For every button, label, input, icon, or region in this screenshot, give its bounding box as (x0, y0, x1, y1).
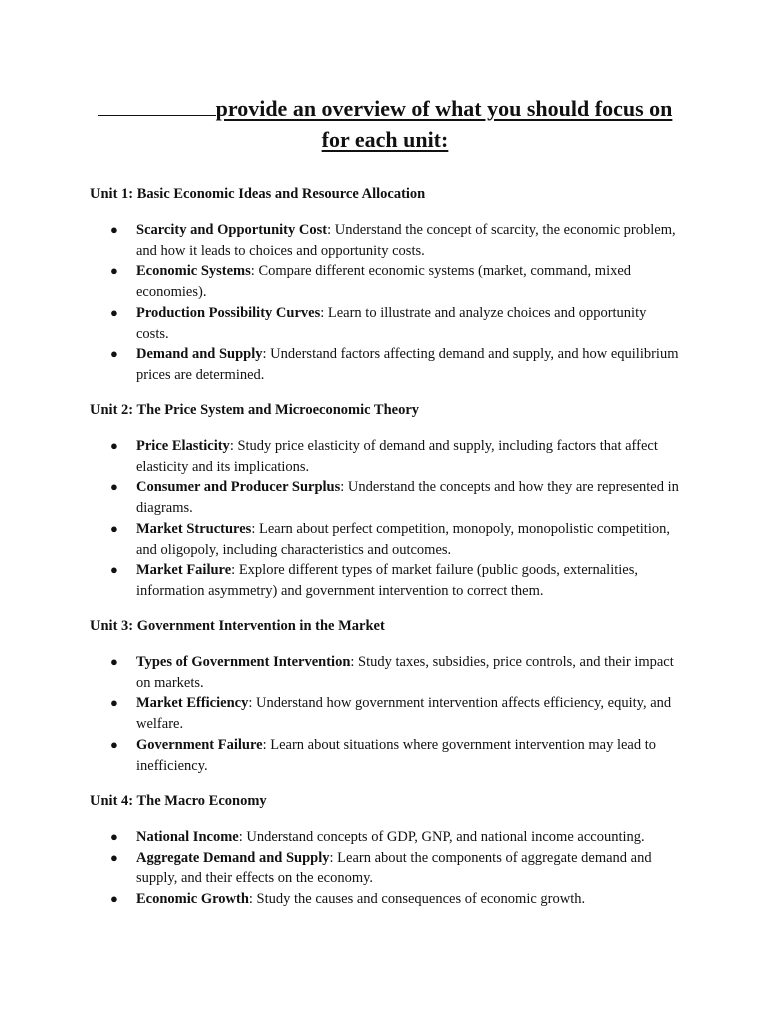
list-item (110, 889, 680, 910)
bullet-icon: ● (110, 891, 118, 907)
bullet-icon: ● (110, 346, 118, 362)
bullet-icon: ● (110, 695, 118, 711)
bullet-icon: ● (110, 263, 118, 279)
title-text: provide an overview of what you should focus on for each unit: (215, 96, 673, 152)
list-item (110, 344, 680, 385)
list-item (110, 560, 680, 601)
item-term: Economic Growth (136, 891, 249, 908)
bullet-icon: ● (110, 479, 118, 495)
item-term: Government Failure (136, 736, 263, 753)
item-desc: : Explore different types of market failure (public goods, externalities, information asymmetry) and government intervention to correct them. (136, 562, 638, 599)
item-desc: : Understand concepts of GDP, GNP, and national income accounting. (238, 829, 645, 845)
list-item (110, 261, 680, 302)
list-item (110, 848, 680, 889)
item-desc: : Study taxes, subsidies, price controls, and their impact on markets. (136, 654, 674, 691)
item-desc: : Understand factors affecting demand and supply, and how equilibrium prices are determined. (136, 346, 679, 383)
unit-1-heading: Unit 1: Basic Economic Ideas and Resource Allocation (90, 186, 426, 202)
page-title (90, 93, 680, 155)
item-desc: : Learn about the components of aggregate demand and supply, and their effects on the economy. (136, 849, 652, 887)
item-desc: : Learn about perfect competition, monopoly, monopolistic competition, and oligopoly, including characteristics and outcomes. (136, 520, 670, 558)
unit-3-list (110, 652, 680, 776)
bullet-icon: ● (110, 736, 118, 752)
unit-4-heading: Unit 4: The Macro Economy (90, 793, 267, 809)
item-term: National Income (136, 829, 239, 845)
item-desc: : Understand how government intervention affects efficiency, equity, and welfare. (136, 695, 672, 733)
bullet-icon: ● (110, 222, 118, 237)
item-term: Price Elasticity (136, 438, 230, 454)
item-term: Aggregate Demand and Supply (136, 849, 330, 866)
item-term: Market Failure (136, 562, 232, 579)
unit-3-heading: Unit 3: Government Intervention in the Market (90, 618, 385, 634)
list-item (110, 477, 680, 518)
list-item (110, 735, 680, 776)
item-term: Production Possibility Curves (136, 304, 321, 321)
bullet-icon: ● (110, 304, 118, 320)
item-desc: : Understand the concept of scarcity, the economic problem, and how it leads to choices and opportunity costs. (136, 222, 676, 259)
item-desc: : Study price elasticity of demand and supply, including factors that affect elasticity and its implications. (136, 438, 658, 475)
unit-1-list (110, 220, 680, 386)
list-item (110, 436, 680, 477)
title-blank-line (98, 95, 216, 116)
list-item (110, 303, 680, 344)
list-item (110, 827, 680, 848)
list-item (110, 693, 680, 734)
item-desc: : Learn about situations where government intervention may lead to inefficiency. (136, 736, 656, 774)
item-term: Scarcity and Opportunity Cost (136, 222, 328, 238)
item-desc: : Study the causes and consequences of economic growth. (248, 891, 586, 908)
bullet-icon: ● (110, 829, 118, 844)
bullet-icon: ● (110, 654, 118, 669)
item-term: Market Structures (136, 520, 252, 537)
item-term: Economic Systems (136, 263, 251, 280)
bullet-icon: ● (110, 438, 118, 453)
unit-2-heading: Unit 2: The Price System and Microeconomic Theory (90, 402, 420, 418)
list-item (110, 220, 680, 261)
item-desc: : Learn to illustrate and analyze choices and opportunity costs. (136, 304, 647, 342)
item-desc: : Understand the concepts and how they are represented in diagrams. (136, 479, 679, 517)
bullet-icon: ● (110, 520, 118, 536)
item-desc: : Compare different economic systems (market, command, mixed economies). (136, 263, 632, 301)
unit-2-list (110, 436, 680, 602)
list-item (110, 519, 680, 560)
list-item (110, 652, 680, 693)
item-term: Market Efficiency (136, 695, 249, 712)
bullet-icon: ● (110, 849, 118, 865)
unit-4-list (110, 827, 680, 910)
item-term: Types of Government Intervention (136, 654, 351, 670)
item-term: Demand and Supply (136, 346, 263, 363)
bullet-icon: ● (110, 562, 118, 578)
item-term: Consumer and Producer Surplus (136, 479, 341, 496)
